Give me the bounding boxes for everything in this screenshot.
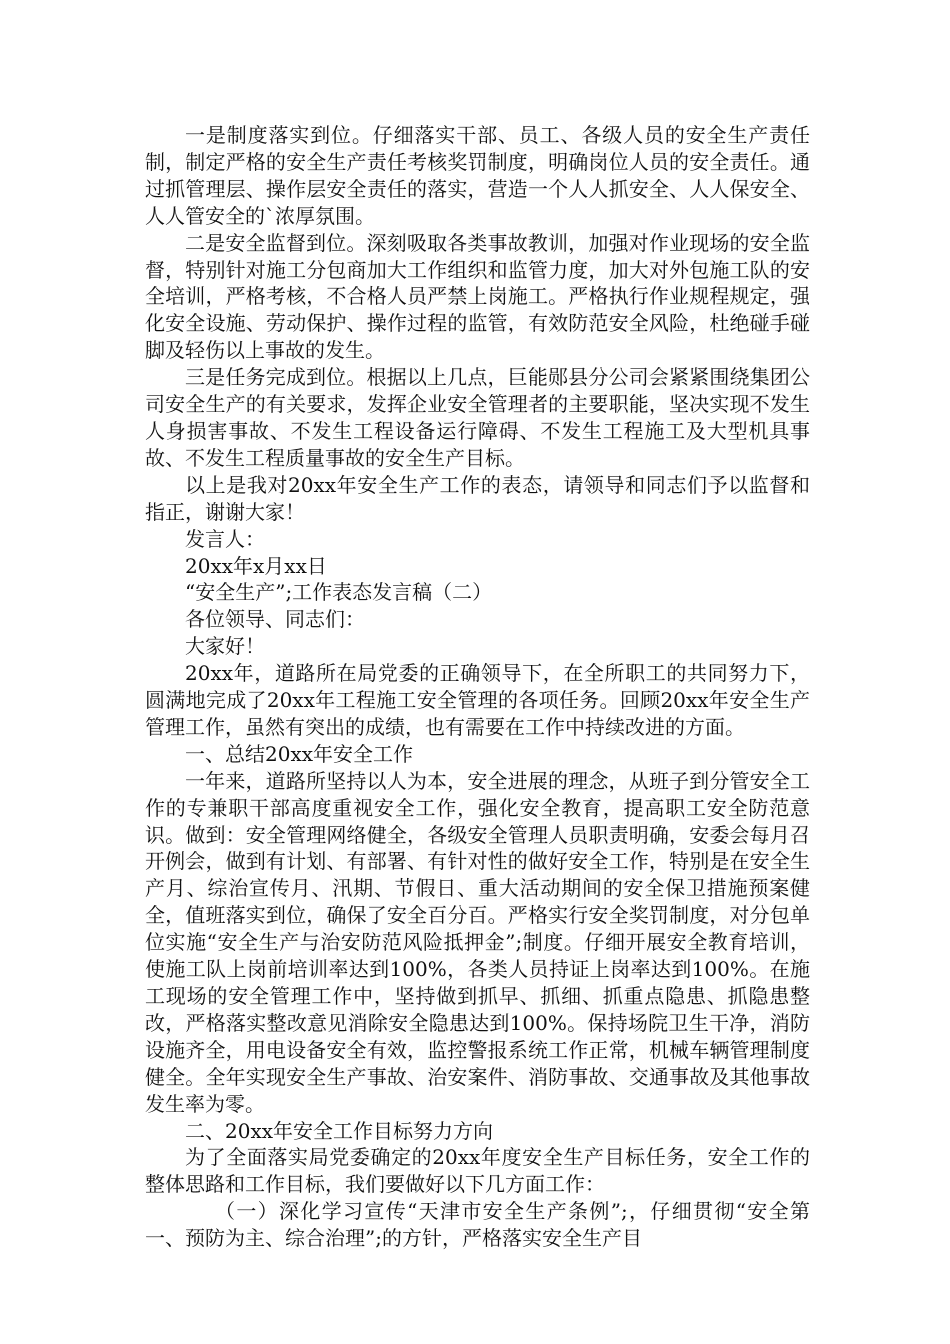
paragraph-responsibility: 一是制度落实到位。仔细落实干部、员工、各级人员的安全生产责任制，制定严格的安全生产责任考核奖罚制度，明确岗位人员的安全责任。通过抓管理层、操作层安全责任的落实，营造一个人人抓安全、人人保安全、人人管安全的`浓厚氛围。 bbox=[145, 123, 810, 228]
paragraph-closing-remarks: 以上是我对20xx年安全生产工作的表态，请领导和同志们予以监督和指正，谢谢大家！ bbox=[145, 472, 810, 524]
date-line: 20xx年x月xx日 bbox=[185, 553, 327, 578]
greeting: 大家好！ bbox=[185, 634, 265, 659]
paragraph-goal-one: （一）深化学习宣传“天津市安全生产条例”;，仔细贯彻“安全第一、预防为主、综合治理”;的方针，严格落实安全生产目 bbox=[145, 1199, 810, 1251]
speaker-line: 发言人： bbox=[185, 526, 265, 551]
paragraph-task-completion: 三是任务完成到位。根据以上几点，巨能郧县分公司会紧紧围绕集团公司安全生产的有关要求，发挥企业安全管理者的主要职能，坚决实现不发生人身损害事故、不发生工程设备运行障碍、不发生工程施工及大型机具事故、不发生工程质量事故的安全生产目标。 bbox=[145, 365, 810, 470]
paragraph-goals-intro: 为了全面落实局党委确定的20xx年度安全生产目标任务，安全工作的整体思路和工作目标，我们要做好以下几方面工作： bbox=[145, 1145, 810, 1197]
section-title: “安全生产”;工作表态发言稿（二） bbox=[185, 580, 493, 605]
heading-summary: 一、总结20xx年安全工作 bbox=[185, 741, 414, 766]
document-page bbox=[145, 122, 810, 1252]
paragraph-supervision: 二是安全监督到位。深刻吸取各类事故教训，加强对作业现场的安全监督，特别针对施工分包商加大工作组织和监管力度，加大对外包施工队的安全培训，严格考核，不合格人员严禁上岗施工。严格执行作业规程规定，强化安全设施、劳动保护、操作过程的监管，有效防范安全风险，杜绝碰手碰脚及轻伤以上事故的发生。 bbox=[145, 230, 810, 363]
paragraph-summary-body: 一年来，道路所坚持以人为本，安全进展的理念，从班子到分管安全工作的专兼职干部高度重视安全工作，强化安全教育，提高职工安全防范意识。做到：安全管理网络健全，各级安全管理人员职责明确，安委会每月召开例会，做到有计划、有部署、有针对性的做好安全工作，特别是在安全生产月、综治宣传月、汛期、节假日、重大活动期间的安全保卫措施预案健全，值班落实到位，确保了安全百分百。严格实行安全奖罚制度，对分包单位实施“安全生产与治安防范风险抵押金”;制度。仔细开展安全教育培训，使施工队上岗前培训率达到100%，各类人员持证上岗率达到100%。在施工现场的安全管理工作中，坚持做到抓早、抓细、抓重点隐患、抓隐患整改，严格落实整改意见消除安全隐患达到100%。保持场院卫生干净，消防设施齐全，用电设备安全有效，监控警报系统工作正常，机械车辆管理制度健全。全年实现安全生产事故、治安案件、消防事故、交通事故及其他事故发生率为零。 bbox=[145, 768, 810, 1116]
paragraph-intro: 20xx年，道路所在局党委的正确领导下，在全所职工的共同努力下，圆满地完成了20xx年工程施工安全管理的各项任务。回顾20xx年安全生产管理工作，虽然有突出的成绩，也有需要在工作中持续改进的方面。 bbox=[145, 661, 810, 739]
salutation: 各位领导、同志们： bbox=[185, 607, 365, 632]
heading-goals: 二、20xx年安全工作目标努力方向 bbox=[185, 1118, 494, 1143]
